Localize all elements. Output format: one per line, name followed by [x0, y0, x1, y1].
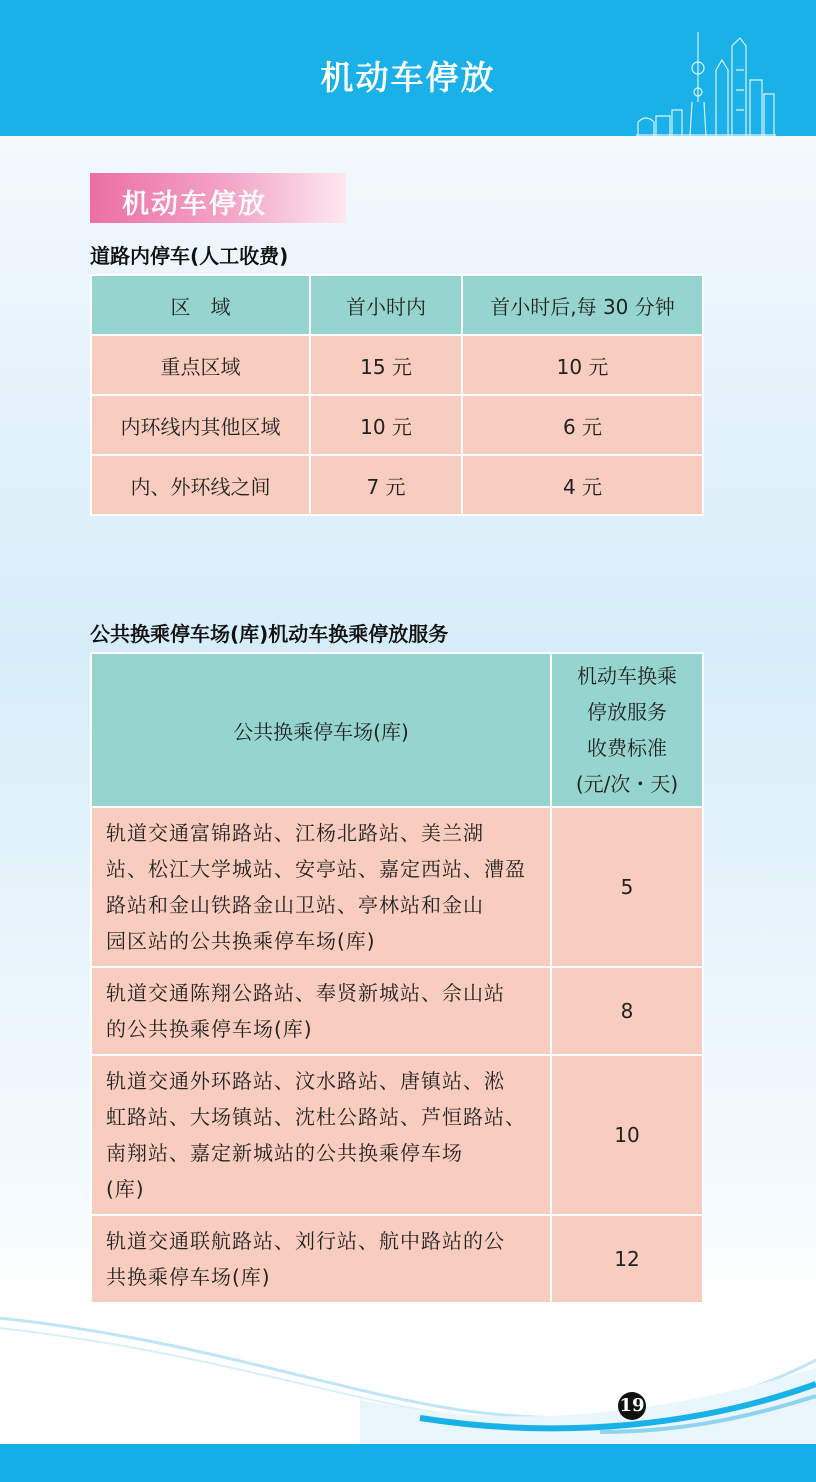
table-row [91, 807, 703, 967]
per-30min-cell: 10 元 [462, 335, 703, 395]
section-tag-label: 机动车停放 [122, 189, 267, 220]
station-line: 的公共换乘停车场(库) [106, 1017, 313, 1041]
table-row [91, 335, 703, 395]
station-cell [91, 1215, 551, 1303]
header-line: 停放服务 [587, 700, 667, 724]
area-cell: 内环线内其他区域 [91, 395, 310, 455]
per-30min-cell: 4 元 [462, 455, 703, 515]
fee-cell: 8 [551, 967, 703, 1055]
first-hour-cell: 10 元 [310, 395, 462, 455]
first-hour-cell: 7 元 [310, 455, 462, 515]
fee-column-header [551, 653, 703, 807]
area-cell: 内、外环线之间 [91, 455, 310, 515]
park-ride-table [90, 652, 704, 1304]
page-footer-bar [0, 1444, 816, 1482]
city-skyline-icon [636, 30, 776, 136]
page-number: 19 [618, 1392, 646, 1420]
column-header: 首小时后,每 30 分钟 [462, 275, 703, 335]
station-line: 轨道交通外环路站、汶水路站、唐镇站、淞 [106, 1069, 505, 1093]
station-line: 轨道交通陈翔公路站、奉贤新城站、佘山站 [106, 981, 505, 1005]
table-row [91, 395, 703, 455]
station-line: 园区站的公共换乘停车场(库) [106, 929, 376, 953]
station-line: 路站和金山铁路金山卫站、亭林站和金山 [106, 893, 484, 917]
fee-cell: 10 [551, 1055, 703, 1215]
station-line: 南翔站、嘉定新城站的公共换乘停车场 [106, 1141, 463, 1165]
column-header: 区 域 [91, 275, 310, 335]
table-row [91, 1215, 703, 1303]
table-row [91, 1055, 703, 1215]
section-tag [90, 173, 346, 223]
station-cell [91, 1055, 551, 1215]
station-line: 站、松江大学城站、安亭站、嘉定西站、漕盈 [106, 857, 526, 881]
table-row [91, 967, 703, 1055]
table-header-row [91, 275, 703, 335]
station-line: 轨道交通富锦路站、江杨北路站、美兰湖 [106, 821, 484, 845]
table-header-row [91, 653, 703, 807]
fee-cell: 5 [551, 807, 703, 967]
fee-cell: 12 [551, 1215, 703, 1303]
page-header [0, 0, 816, 136]
column-header: 公共换乘停车场(库) [91, 653, 551, 807]
station-line: 虹路站、大场镇站、沈杜公路站、芦恒路站、 [106, 1105, 526, 1129]
area-cell: 重点区域 [91, 335, 310, 395]
station-line: 轨道交通联航路站、刘行站、航中路站的公 [106, 1229, 505, 1253]
table-row [91, 455, 703, 515]
page-title: 机动车停放 [320, 58, 496, 97]
park-ride-heading: 公共换乘停车场(库)机动车换乘停放服务 [90, 622, 449, 646]
station-line: (库) [106, 1177, 145, 1201]
header-line: 收费标准 [587, 736, 667, 760]
header-line: 机动车换乘 [577, 664, 677, 688]
decorative-wave [0, 1300, 816, 1446]
header-line: (元/次・天) [575, 772, 679, 796]
station-line: 共换乘停车场(库) [106, 1265, 271, 1289]
road-parking-heading: 道路内停车(人工收费) [90, 244, 289, 268]
station-cell [91, 807, 551, 967]
station-cell [91, 967, 551, 1055]
per-30min-cell: 6 元 [462, 395, 703, 455]
first-hour-cell: 15 元 [310, 335, 462, 395]
road-parking-table [90, 274, 704, 516]
column-header: 首小时内 [310, 275, 462, 335]
